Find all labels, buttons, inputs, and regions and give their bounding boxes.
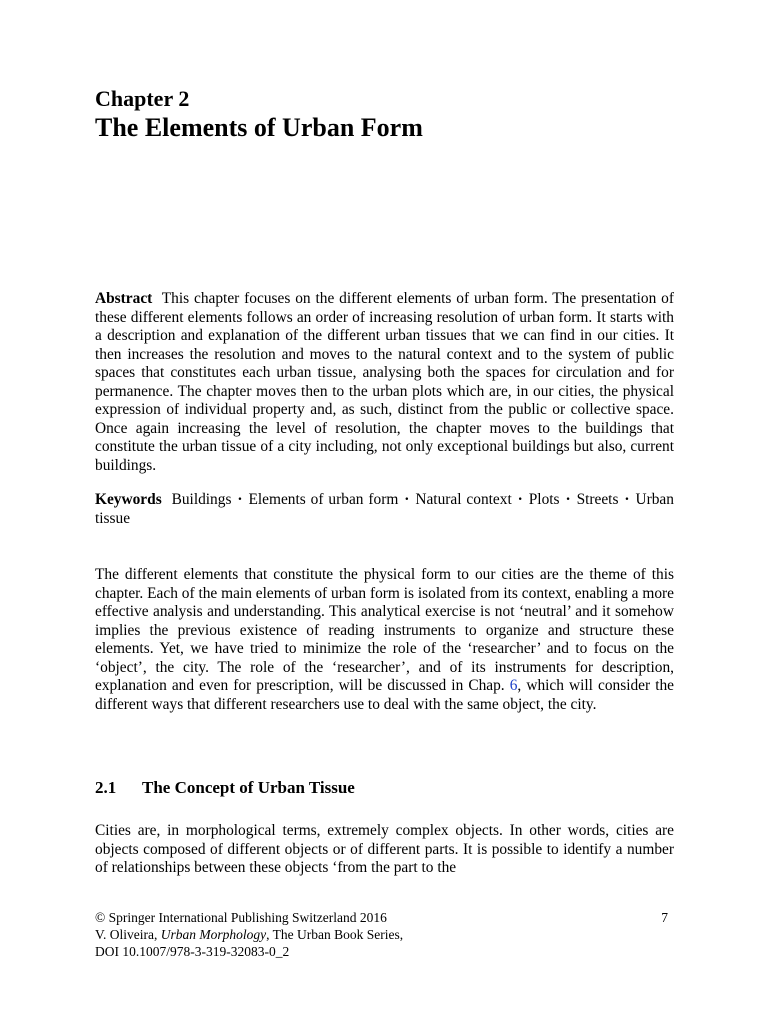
keyword-item: Buildings	[171, 491, 232, 508]
keywords-label: Keywords	[95, 491, 162, 508]
keyword-separator: ·	[404, 491, 410, 508]
keyword-separator: ·	[624, 491, 630, 508]
page-number: 7	[661, 910, 668, 925]
book-title: Urban Morphology	[160, 927, 267, 942]
intro-paragraph	[95, 566, 674, 714]
section-paragraph: Cities are, in morphological terms, extremely complex objects. In other words, cities are objects composed of different objects or of different parts. It is possible to identify a number of relationships between these objects ‘from the part to the	[95, 822, 674, 876]
page-footer	[95, 909, 674, 960]
abstract-label: Abstract	[95, 290, 153, 307]
keywords-paragraph	[95, 491, 674, 528]
keyword-item: Plots	[528, 491, 560, 508]
keyword-item: Urban tissue	[95, 491, 674, 527]
citation-line	[95, 926, 674, 943]
keyword-item: Streets	[576, 491, 619, 508]
chapter-title: The Elements of Urban Form	[95, 113, 423, 142]
abstract-text: This chapter focuses on the different elements of urban form. The presentation of these different elements follows an order of increasing resolution of urban form. It starts with a description and explanation of the different urban tissues that we can find in our cities. It then increases the resolution and moves to the natural context and to the system of public spaces that constitutes each urban tissue, analysing both the spaces for circulation and for permanence. The chapter moves then to the urban plots which are, in our cities, the physical expression of individual property and, as such, distinct from the public or collective space. Once again increasing the level of resolution, the chapter moves to the buildings that constitute the urban tissue of a city including, not only exceptional buildings but also, current buildings.	[95, 290, 675, 474]
intro-text-end: , which will consider the different ways that different researchers use to deal with the same object, the city.	[95, 677, 674, 713]
chapter-label: Chapter 2	[95, 86, 190, 111]
intro-text: The different elements that constitute the physical form to our cities are the theme of this chapter. Each of the main elements of urban form is isolated from its context, enabling a more effective analysis and understanding. This analytical exercise is not ‘neutral’ and it somehow implies the previous existence of reading instruments to organize and structure these elements. Yet, we have tried to minimize the role of the ‘researcher’ and to focus on the ‘object’, the city. The role of the ‘researcher’, and of its instruments for description, explanation and even for prescription, will be discussed in Chap.	[95, 566, 674, 694]
copyright-line: © Springer International Publishing Switzerland 2016	[95, 910, 387, 925]
citation-author: V. Oliveira,	[95, 927, 161, 942]
doi-line: DOI 10.1007/978-3-319-32083-0_2	[95, 944, 290, 959]
keyword-separator: ·	[517, 491, 523, 508]
keyword-item: Elements of urban form	[248, 491, 399, 508]
keyword-item: Natural context	[415, 491, 512, 508]
section-title: The Concept of Urban Tissue	[142, 778, 355, 797]
section-heading	[95, 778, 355, 798]
keyword-separator: ·	[565, 491, 571, 508]
book-series: , The Urban Book Series,	[266, 927, 404, 942]
abstract-paragraph	[95, 290, 674, 475]
chapter-6-link[interactable]: 6	[509, 677, 518, 694]
section-number: 2.1	[95, 778, 117, 797]
keyword-separator: ·	[237, 491, 243, 508]
